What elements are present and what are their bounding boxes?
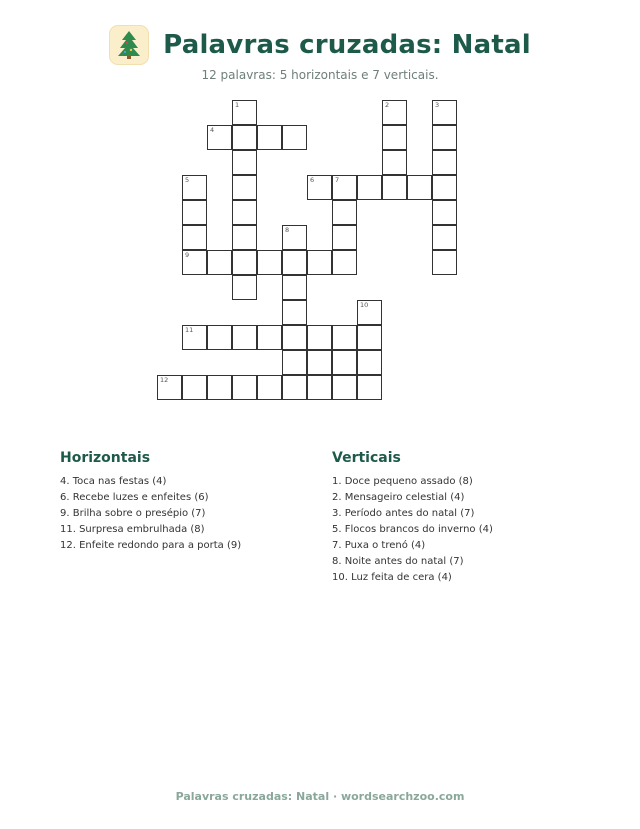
page-subtitle: 12 palavras: 5 horizontais e 7 verticais. xyxy=(201,68,439,82)
grid-cell[interactable] xyxy=(182,200,207,225)
cell-number: 11 xyxy=(185,326,194,334)
grid-cell[interactable] xyxy=(232,275,257,300)
clue-item: 6. Recebe luzes e enfeites (6) xyxy=(60,492,209,503)
cell-number: 2 xyxy=(385,101,390,109)
grid-cell[interactable] xyxy=(282,250,307,275)
grid-cell[interactable] xyxy=(257,125,282,150)
grid-cell[interactable] xyxy=(357,300,382,325)
grid-cell[interactable] xyxy=(432,125,457,150)
grid-cell[interactable] xyxy=(432,200,457,225)
grid-cell[interactable] xyxy=(407,175,432,200)
grid-cell[interactable] xyxy=(232,200,257,225)
grid-cell[interactable] xyxy=(232,175,257,200)
cell-number: 6 xyxy=(310,176,315,184)
cell-number: 12 xyxy=(160,376,169,384)
grid-cell[interactable] xyxy=(332,225,357,250)
grid-cell[interactable] xyxy=(257,250,282,275)
grid-cell[interactable] xyxy=(282,300,307,325)
clue-item: 8. Noite antes do natal (7) xyxy=(332,556,464,567)
grid-cell[interactable] xyxy=(282,325,307,350)
grid-cell[interactable] xyxy=(207,250,232,275)
grid-cell[interactable] xyxy=(432,175,457,200)
down-clues xyxy=(332,450,612,586)
grid-cell[interactable] xyxy=(182,225,207,250)
grid-cell[interactable] xyxy=(432,250,457,275)
grid-cell[interactable] xyxy=(232,375,257,400)
grid-cell[interactable] xyxy=(382,125,407,150)
grid-cell[interactable] xyxy=(182,175,207,200)
grid-cell[interactable] xyxy=(357,375,382,400)
clue-item: 7. Puxa o trenó (4) xyxy=(332,540,426,551)
cell-number: 1 xyxy=(235,101,240,109)
clue-item: 4. Toca nas festas (4) xyxy=(60,476,167,487)
grid-cell[interactable] xyxy=(207,125,232,150)
down-heading: Verticais xyxy=(332,450,401,466)
grid-cell[interactable] xyxy=(332,200,357,225)
cell-number: 4 xyxy=(210,126,215,134)
cell-number: 5 xyxy=(185,176,190,184)
grid-cell[interactable] xyxy=(182,375,207,400)
grid-cell[interactable] xyxy=(232,100,257,125)
grid-cell[interactable] xyxy=(232,325,257,350)
grid-cell[interactable] xyxy=(282,350,307,375)
grid-cell[interactable] xyxy=(382,150,407,175)
clue-item: 2. Mensageiro celestial (4) xyxy=(332,492,465,503)
grid-cell[interactable] xyxy=(307,325,332,350)
grid-cell[interactable] xyxy=(182,250,207,275)
clue-item: 9. Brilha sobre o presépio (7) xyxy=(60,508,206,519)
clue-item: 1. Doce pequeno assado (8) xyxy=(332,476,473,487)
grid-cell[interactable] xyxy=(257,325,282,350)
grid-cell[interactable] xyxy=(282,125,307,150)
grid-cell[interactable] xyxy=(332,175,357,200)
grid-cell[interactable] xyxy=(432,150,457,175)
grid-cell[interactable] xyxy=(232,125,257,150)
grid-cell[interactable] xyxy=(282,375,307,400)
grid-cell[interactable] xyxy=(182,325,207,350)
cell-number: 9 xyxy=(185,251,190,259)
grid-cell[interactable] xyxy=(332,350,357,375)
grid-cell[interactable] xyxy=(307,350,332,375)
grid-cell[interactable] xyxy=(332,375,357,400)
footer: Palavras cruzadas: Natal · wordsearchzoo.com xyxy=(175,790,465,803)
grid-cell[interactable] xyxy=(157,375,182,400)
grid-cell[interactable] xyxy=(232,150,257,175)
across-clues xyxy=(60,450,340,554)
cell-number: 7 xyxy=(335,176,340,184)
grid-cell[interactable] xyxy=(307,250,332,275)
grid-cell[interactable] xyxy=(382,175,407,200)
grid-cell[interactable] xyxy=(257,375,282,400)
grid-cell[interactable] xyxy=(282,275,307,300)
grid-cell[interactable] xyxy=(382,100,407,125)
grid-cell[interactable] xyxy=(232,250,257,275)
grid-cell[interactable] xyxy=(432,100,457,125)
clue-item: 3. Período antes do natal (7) xyxy=(332,508,475,519)
grid-cell[interactable] xyxy=(307,375,332,400)
grid-cell[interactable] xyxy=(432,225,457,250)
cell-number: 3 xyxy=(435,101,440,109)
grid-cell[interactable] xyxy=(232,225,257,250)
grid-cell[interactable] xyxy=(357,175,382,200)
grid-cell[interactable] xyxy=(357,325,382,350)
grid-cell[interactable] xyxy=(207,325,232,350)
clue-item: 10. Luz feita de cera (4) xyxy=(332,572,452,583)
page-title: Palavras cruzadas: Natal xyxy=(163,30,531,60)
grid-cell[interactable] xyxy=(332,250,357,275)
grid-cell[interactable] xyxy=(332,325,357,350)
grid-cell[interactable] xyxy=(357,350,382,375)
cell-number: 8 xyxy=(285,226,290,234)
grid-cell[interactable] xyxy=(307,175,332,200)
clue-item: 5. Flocos brancos do inverno (4) xyxy=(332,524,493,535)
across-heading: Horizontais xyxy=(60,450,151,466)
clue-item: 11. Surpresa embrulhada (8) xyxy=(60,524,205,535)
cell-number: 10 xyxy=(360,301,369,309)
grid-cell[interactable] xyxy=(282,225,307,250)
grid-cell[interactable] xyxy=(207,375,232,400)
clue-item: 12. Enfeite redondo para a porta (9) xyxy=(60,540,242,551)
